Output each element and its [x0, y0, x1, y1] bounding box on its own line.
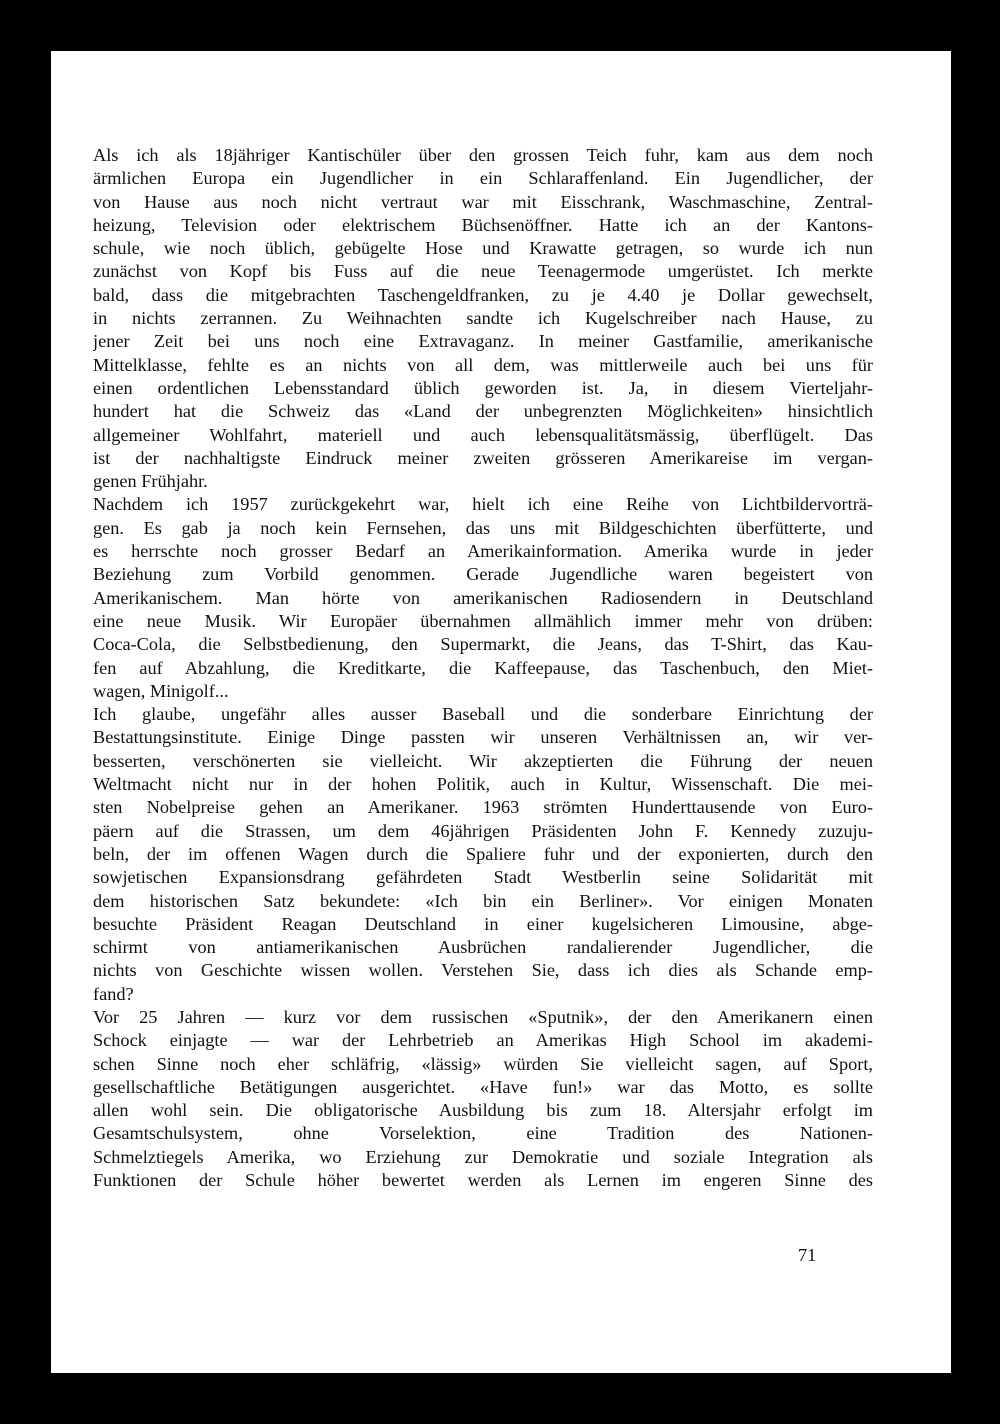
document-page [51, 51, 951, 1373]
text-line: von Hause aus noch nicht vertraut war mit Eisschrank, Waschmaschine, Zentral- [93, 191, 873, 212]
text-line: schule, wie noch üblich, gebügelte Hose und Krawatte getragen, so wurde ich nun [93, 238, 873, 259]
text-line: nichts von Geschichte wissen wollen. Verstehen Sie, dass ich dies als Schande emp- [93, 960, 873, 981]
text-line: wagen, Minigolf... [93, 680, 229, 701]
text-line: eine neue Musik. Wir Europäer übernahmen allmählich immer mehr von drüben: [93, 610, 873, 631]
text-line: allen wohl sein. Die obligatorische Ausbildung bis zum 18. Altersjahr erfolgt im [93, 1100, 873, 1121]
text-line: hundert hat die Schweiz das «Land der unbegrenzten Möglichkeiten» hinsichtlich [93, 401, 873, 422]
text-line: Nachdem ich 1957 zurückgekehrt war, hielt ich eine Reihe von Lichtbildervorträ- [93, 494, 873, 515]
text-line: beln, der im offenen Wagen durch die Spaliere fuhr und der exponierten, durch den [93, 843, 873, 864]
text-line: dem historischen Satz bekundete: «Ich bin ein Berliner». Vor einigen Monaten [93, 890, 873, 911]
text-line: Vor 25 Jahren — kurz vor dem russischen «Sputnik», der den Amerikanern einen [93, 1006, 873, 1027]
text-line: fen auf Abzahlung, die Kreditkarte, die Kaffeepause, das Taschenbuch, den Miet- [93, 657, 873, 678]
text-line: heizung, Television oder elektrischem Büchsenöffner. Hatte ich an der Kantons- [93, 214, 873, 235]
page-number: 71 [798, 1245, 817, 1265]
text-line: zunächst von Kopf bis Fuss auf die neue Teenagermode umgerüstet. Ich merkte [93, 261, 873, 282]
text-line: genen Frühjahr. [93, 471, 208, 492]
text-line: Bestattungsinstitute. Einige Dinge passten wir unseren Verhältnissen an, wir ver- [93, 727, 873, 748]
body-text [93, 144, 873, 1192]
text-line: einen ordentlichen Lebensstandard üblich geworden ist. Ja, in diesem Vierteljahr- [93, 377, 873, 398]
text-line: schirmt von antiamerikanischen Ausbrüchen randalierender Jugendlicher, die [93, 937, 873, 958]
text-line: ist der nachhaltigste Eindruck meiner zweiten grösseren Amerikareise im vergan- [93, 447, 873, 468]
text-line: Ich glaube, ungefähr alles ausser Baseball und die sonderbare Einrichtung der [93, 704, 873, 725]
text-line: fand? [93, 983, 134, 1004]
text-line: Weltmacht nicht nur in der hohen Politik, auch in Kultur, Wissenschaft. Die mei- [93, 774, 873, 795]
text-line: sten Nobelpreise gehen an Amerikaner. 1963 strömten Hunderttausende von Euro- [93, 797, 873, 818]
text-line: schen Sinne noch eher schläfrig, «lässig» würden Sie vielleicht sagen, auf Sport, [93, 1053, 873, 1074]
text-line: allgemeiner Wohlfahrt, materiell und auch lebensqualitätsmässig, überflügelt. Das [93, 424, 873, 445]
text-line: es herrschte noch grosser Bedarf an Amerikainformation. Amerika wurde in jeder [93, 541, 873, 562]
text-line: ärmlichen Europa ein Jugendlicher in ein Schlaraffenland. Ein Jugendlicher, der [93, 168, 873, 189]
text-line: bald, dass die mitgebrachten Taschengeldfranken, zu je 4.40 je Dollar gewechselt, [93, 284, 873, 305]
text-line: besserten, verschönerten sie vielleicht. Wir akzeptierten die Führung der neuen [93, 750, 873, 771]
text-line: gesellschaftliche Betätigungen ausgerichtet. «Have fun!» war das Motto, es sollte [93, 1076, 873, 1097]
text-line: sowjetischen Expansionsdrang gefährdeten Stadt Westberlin seine Solidarität mit [93, 867, 873, 888]
text-line: Gesamtschulsystem, ohne Vorselektion, eine Tradition des Nationen- [93, 1123, 873, 1144]
text-line: Amerikanischem. Man hörte von amerikanischen Radiosendern in Deutschland [93, 587, 873, 608]
text-line: Funktionen der Schule höher bewertet werden als Lernen im engeren Sinne des [93, 1170, 873, 1191]
text-line: jener Zeit bei uns noch eine Extravaganz. In meiner Gastfamilie, amerikanische [93, 331, 873, 352]
text-line: gen. Es gab ja noch kein Fernsehen, das uns mit Bildgeschichten überfütterte, und [93, 517, 873, 538]
text-line: Mittelklasse, fehlte es an nichts von all dem, was mittlerweile auch bei uns für [93, 354, 873, 375]
text-line: Schock einjagte — war der Lehrbetrieb an Amerikas High School im akademi- [93, 1030, 873, 1051]
text-line: Schmelztiegels Amerika, wo Erziehung zur Demokratie und soziale Integration als [93, 1146, 873, 1167]
text-line: päern auf die Strassen, um dem 46jährigen Präsidenten John F. Kennedy zuzuju- [93, 820, 873, 841]
text-line: in nichts zerrannen. Zu Weihnachten sandte ich Kugelschreiber nach Hause, zu [93, 308, 873, 329]
text-line: besuchte Präsident Reagan Deutschland in einer kugelsicheren Limousine, abge- [93, 913, 873, 934]
text-line: Beziehung zum Vorbild genommen. Gerade Jugendliche waren begeistert von [93, 564, 873, 585]
text-line: Coca-Cola, die Selbstbedienung, den Supermarkt, die Jeans, das T-Shirt, das Kau- [93, 634, 873, 655]
text-line: Als ich als 18jähriger Kantischüler über den grossen Teich fuhr, kam aus dem noch [93, 145, 873, 165]
